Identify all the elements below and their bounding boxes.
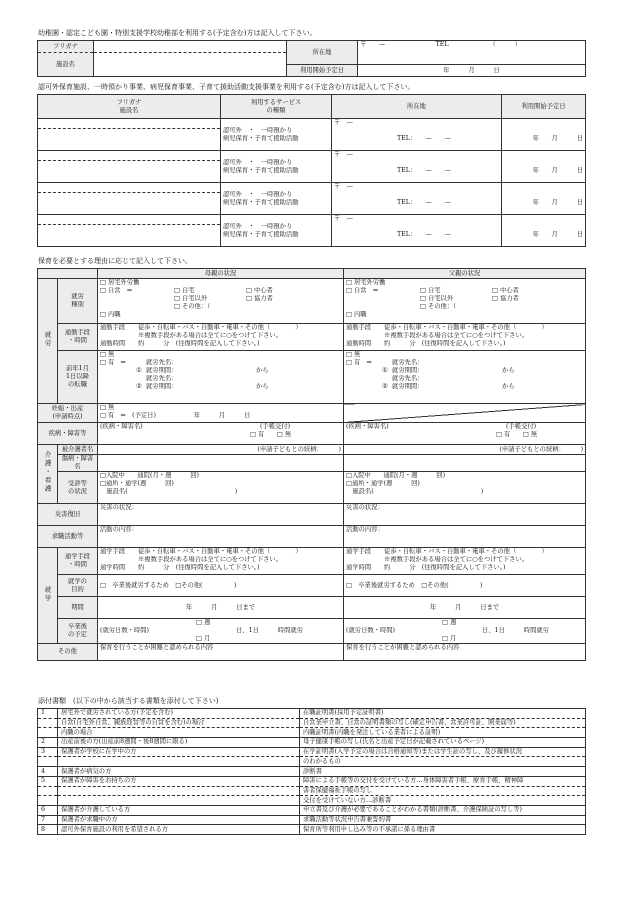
section4-title: 添付書類 (以下の中から該当する書類を添付して下さい) — [38, 697, 219, 705]
service-type[interactable]: 認可外 ・ 一時預かり 病児保育・子育て援助活動 — [221, 119, 332, 151]
service-type[interactable]: 認可外 ・ 一時預かり 病児保育・子育て援助活動 — [221, 215, 332, 247]
mother-care-name[interactable]: (申請子どもとの続柄： ) — [98, 445, 344, 455]
row-location[interactable]: 〒 — TEL： — — — [332, 183, 502, 215]
col-location: 所在地 — [332, 95, 502, 119]
attach-document: のわかるもの — [300, 757, 586, 767]
father-commute[interactable]: 通勤手段 徒歩・自転車・バス・自動車・電車・その他（ ） ※複数手段がある場合は全てに○をつけて下さい。 通勤時間 約 分 (往復時間を記入して下さい。) — [344, 324, 586, 351]
row-location[interactable]: 〒 — TEL： — — — [332, 119, 502, 151]
attachments-table — [37, 708, 586, 835]
mother-illness[interactable]: (疾病・障害名) (手帳交付) □ 有 □ 無 — [98, 423, 344, 445]
location-field[interactable]: 〒 — TEL （ ） — [358, 41, 586, 65]
mother-header: 母親の状況 — [98, 269, 344, 279]
attach-number — [38, 757, 58, 767]
mother-commute[interactable]: 通勤手段 徒歩・自転車・バス・自動車・電車・その他（ ） ※複数手段がある場合は全てに○をつけて下さい。 通勤時間 約 分 (往復時間を記入して下さい。) — [98, 324, 344, 351]
father-pregnancy-na — [344, 404, 586, 423]
attach-number: 1 — [38, 709, 58, 719]
start-label: 利用開始予定日 — [287, 65, 358, 77]
attach-number — [38, 728, 58, 738]
mother-care-disease[interactable] — [98, 455, 344, 472]
row-location[interactable]: 〒 — TEL： — — — [332, 215, 502, 247]
row-location[interactable]: 〒 — TEL： — — — [332, 151, 502, 183]
illness-label: 疾病・障害等 — [38, 423, 98, 445]
furigana-field[interactable] — [94, 41, 287, 53]
attach-number — [38, 718, 58, 728]
attach-condition — [58, 757, 300, 767]
furigana-label: フリガナ — [38, 41, 94, 53]
father-other[interactable]: 保育を行うことが困難と認められる内容 — [344, 644, 586, 661]
work-label: 就労 — [43, 331, 52, 349]
attach-number: 3 — [38, 747, 58, 757]
mother-work-type[interactable]: □ 居宅外労働 □ 自営 ⇒ □ 自宅 □ 中心者 □ 自宅以外 □ 協力者 □ その他：（ □ 内職 — [98, 279, 344, 324]
row-facility[interactable] — [38, 161, 221, 183]
col-service: 利用するサービス — [250, 98, 302, 106]
attach-condition — [58, 796, 300, 806]
attach-document: 申立書及び介護が必要であることがわかる書類(診断書、介護保険証の写し等) — [300, 805, 586, 815]
col-furigana: フリガナ — [116, 98, 142, 106]
attach-number — [38, 786, 58, 796]
service-type[interactable]: 認可外 ・ 一時預かり 病児保育・子育て援助活動 — [221, 183, 332, 215]
section2-title: 認可外保育施設、一時預かり事業、病児保育事業、子育て援助活動支援事業を利用する(予定含む)方は記入して下さい。 — [38, 83, 415, 91]
attach-condition — [58, 786, 300, 796]
facility-label: 施設名 — [38, 53, 94, 77]
job-label: 求職活動等 — [38, 526, 98, 548]
row-start-date[interactable]: 年 月 日 — [502, 215, 586, 247]
father-disaster[interactable]: 災害の状況： — [344, 504, 586, 526]
father-work-type[interactable]: □ 居宅外労働 □ 自営 ⇒ □ 自宅 □ 中心者 □ 自宅以外 □ 協力者 □ その他：（ □ 内職 — [344, 279, 586, 324]
attach-condition: 保護者が求職中の方 — [58, 815, 300, 825]
attach-document: 交付を受けていない方…診断書 — [300, 796, 586, 806]
mother-after-grad[interactable]: □ 週 (就労日数・時間) 日、1日 時間就労 □ 月 — [98, 619, 344, 644]
mother-care-status[interactable]: □入院中 通院(月・週 回) □通所・通学(週 回) 施設名( ) — [98, 472, 344, 504]
row-furigana[interactable] — [38, 151, 221, 161]
start-date-field[interactable]: 年 月 日 — [358, 65, 586, 77]
attach-condition: 出産前後の方(出産前8週間・後8週間に限る) — [58, 738, 300, 748]
attach-document: 保育所等利用申し込み等の不承諾に係る理由書 — [300, 825, 586, 835]
care-label: 介護・看護 — [43, 451, 52, 494]
father-study-purpose[interactable]: □ 卒業後就労するため □その他( ) — [344, 575, 586, 597]
attach-condition: 保護者が学校に在学中の方 — [58, 747, 300, 757]
row-furigana[interactable] — [38, 183, 221, 193]
location-label: 所在地 — [287, 41, 358, 65]
section1-title: 幼稚園・認定こども園・特別支援学校幼稚部を利用する(予定含む)方は記入して下さい。 — [38, 29, 317, 37]
mother-job-change[interactable]: □ 無 □ 有 ⇒ 就労先名： ① 就労期間： から 就労先名： ② 就労期間： から — [98, 351, 344, 404]
disaster-label: 災害復旧 — [38, 504, 98, 526]
attach-number: 8 — [38, 825, 58, 835]
attach-condition: 認可外保育施設の利用を希望される方 — [58, 825, 300, 835]
reason-table: 母親の状況 父親の状況 就労 就労 種別 □ 居宅外労働 □ 自営 ⇒ □ 自宅 □ 中心者 □ 自宅以外 □ 協力者 □ その他：（ □ 内職 □ 居宅外労働 □ 自営 ⇒ □ 自宅 □ 中心者 □ 自宅以外 □ 協力者 □ その他：（ □ 内職 通勤手段 ・時間 通勤手段 徒歩・自転車・バス・自動車・電車・その他（ ） ※複数手段がある場合は全てに○をつけて下さい。 通勤時間 約 分 (往復時間を記入して下さい。) 通勤手段 徒歩・自転車・バス・自動車・電車・その他（ ） ※複数手段がある場合は全てに○をつけて下さい。 通勤時間 約 分 (往復時間を記入して下さい。) 前年1月 1日以降 の転職 □ 無 □ 有 ⇒ 就労先名： ① 就労期間： から 就労先名： ② 就労期間： から □ 無 □ 有 ⇒ 就労先名： ① 就労期間： から 就労先名： ② 就労期間： から 妊娠・出産 (申請時点) □ 無 □ 有 ⇒ (予定日) 年 月 日 疾病・障害等 (疾病・障害名) (手帳交付) □ 有 □ 無 (疾病・障害名) (手帳交付) □ 有 □ 無 介護・看護 被介護者名 (申請子どもとの続柄： ) (申請子どもとの続柄： ) 傷病・障害 名 受診等 の状況 □入院中 通院(月・週 回) □通所・通学(週 回) 施設名( ) □入院中 通院(月・週 回) □通所・通学(週 回) 施設名( ) 災害復旧 災害の状況： 災害の状況： 求職活動等 活動の内容： 活動の内容： 就学 通学手段 ・時間 通学手段 徒歩・自転車・バス・自動車・電車・その他（ ） ※複数手段がある場合は全てに○をつけて下さい。 通学時間 約 分 (往復時間を記入して下さい。) 通学手段 徒歩・自転車・バス・自動車・電車・その他（ ） ※複数手段がある場合は全てに○をつけて下さい。 通学時間 約 分 (往復時間を記入して下さい。) 就学の 目的 □ 卒業後就労するため □その他( ) □ 卒業後就労するため □その他( ) 期間 年 月 日まで 年 月 日まで 卒業後 の予定 □ 週 (就労日数・時間) 日、1日 時間就労 □ 月 □ 週 (就労日数・時間) 日、1日 時間就労 □ 月 その他 保育を行うことが困難と認められる内容 保育を行うことが困難と認められる内容 — [37, 268, 586, 661]
attach-document: 害者保健福祉手帳の写し — [300, 786, 586, 796]
mother-study-purpose[interactable]: □ 卒業後就労するため □その他( ) — [98, 575, 344, 597]
attach-number: 5 — [38, 776, 58, 786]
row-start-date[interactable]: 年 月 日 — [502, 151, 586, 183]
attach-condition: 居宅外で就労されている方(予定を含む) — [58, 709, 300, 719]
attach-condition: 保護者が障害をお持ちの方 — [58, 776, 300, 786]
father-illness[interactable]: (疾病・障害名) (手帳交付) □ 有 □ 無 — [344, 423, 586, 445]
father-job-change[interactable]: □ 無 □ 有 ⇒ 就労先名： ① 就労期間： から 就労先名： ② 就労期間： から — [344, 351, 586, 404]
attach-number: 6 — [38, 805, 58, 815]
attach-condition: 保護者が病気の方 — [58, 767, 300, 777]
father-care-disease[interactable] — [344, 455, 586, 472]
attach-number — [38, 796, 58, 806]
attach-document: 内職証明書(内職を発注している業者による証明) — [300, 728, 586, 738]
attach-document: 自営業申立書、自営の証明書類の写し(確定申告書、営業許可証、開業届等) — [300, 718, 586, 728]
col-facility: 施設名 — [119, 106, 139, 114]
study-label: 就学 — [43, 585, 52, 603]
attach-document: 在職証明書(採用予定証明書) — [300, 709, 586, 719]
attach-document: 在学証明書(入学予定の場合は合格通知等)または学生証の写し、及び履修状況 — [300, 747, 586, 757]
row-furigana[interactable] — [38, 215, 221, 225]
attach-number: 2 — [38, 738, 58, 748]
other-care-table — [37, 94, 586, 247]
attach-document: 障害による手帳等の交付を受けている方…身体障害者手帳、療育手帳、精神障 — [300, 776, 586, 786]
attach-number: 7 — [38, 815, 58, 825]
row-facility[interactable] — [38, 225, 221, 247]
attach-condition: 内職の場合 — [58, 728, 300, 738]
mother-job-search[interactable]: 活動の内容： — [98, 526, 344, 548]
mother-school-commute[interactable]: 通学手段 徒歩・自転車・バス・自動車・電車・その他（ ） ※複数手段がある場合は全てに○をつけて下さい。 通学時間 約 分 (往復時間を記入して下さい。) — [98, 548, 344, 575]
attach-condition: 自営(自宅外自営、親族経営等の自営を含む)の場合 — [58, 718, 300, 728]
father-study-period[interactable]: 年 月 日まで — [344, 597, 586, 619]
father-header: 父親の状況 — [344, 269, 586, 279]
service-type[interactable]: 認可外 ・ 一時預かり 病児保育・子育て援助活動 — [221, 151, 332, 183]
facility-field[interactable] — [94, 53, 287, 77]
father-job-search[interactable]: 活動の内容： — [344, 526, 586, 548]
kindergarten-table — [37, 40, 586, 77]
row-facility[interactable] — [38, 193, 221, 215]
attach-number: 4 — [38, 767, 58, 777]
row-furigana[interactable] — [38, 119, 221, 129]
mother-pregnancy[interactable]: □ 無 □ 有 ⇒ (予定日) 年 月 日 — [98, 404, 344, 423]
father-after-grad[interactable]: □ 週 (就労日数・時間) 日、1日 時間就労 □ 月 — [344, 619, 586, 644]
row-start-date[interactable]: 年 月 日 — [502, 119, 586, 151]
row-facility[interactable] — [38, 129, 221, 151]
father-care-status[interactable]: □入院中 通院(月・週 回) □通所・通学(週 回) 施設名( ) — [344, 472, 586, 504]
mother-disaster[interactable]: 災害の状況： — [98, 504, 344, 526]
col-service-kind: の種類 — [266, 106, 286, 114]
mother-study-period[interactable]: 年 月 日まで — [98, 597, 344, 619]
attach-condition: 保護者が介護している方 — [58, 805, 300, 815]
attach-document: 診断書 — [300, 767, 586, 777]
attach-document: 母子健康手帳の写し(氏名と出産予定日が記載されているページ) — [300, 738, 586, 748]
mother-other[interactable]: 保育を行うことが困難と認められる内容 — [98, 644, 344, 661]
father-care-name[interactable]: (申請子どもとの続柄： ) — [344, 445, 586, 455]
row-start-date[interactable]: 年 月 日 — [502, 183, 586, 215]
other-label: その他 — [38, 644, 98, 661]
father-school-commute[interactable]: 通学手段 徒歩・自転車・バス・自動車・電車・その他（ ） ※複数手段がある場合は全てに○をつけて下さい。 通学時間 約 分 (往復時間を記入して下さい。) — [344, 548, 586, 575]
section3-title: 保育を必要とする理由に応じて記入して下さい。 — [38, 257, 192, 265]
attach-document: 求職活動等状況申告書兼誓約書 — [300, 815, 586, 825]
col-start: 利用開始予定日 — [502, 95, 586, 119]
